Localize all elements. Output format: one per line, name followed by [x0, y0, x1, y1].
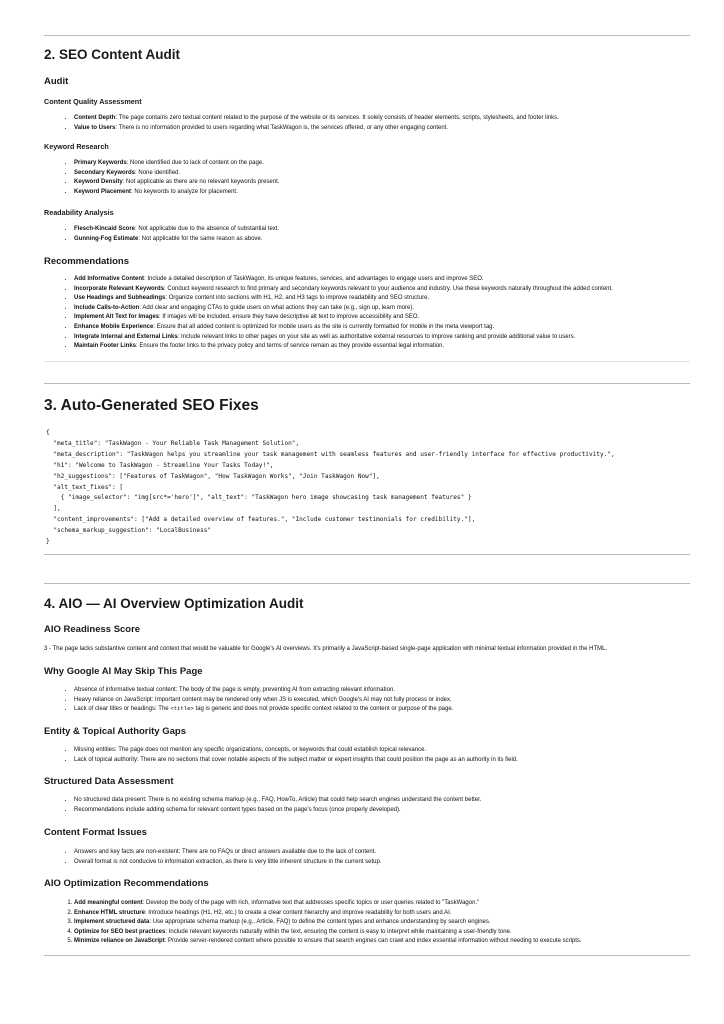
aio-recs-list — [44, 899, 722, 947]
section-title-seo-fixes: 3. Auto-Generated SEO Fixes — [44, 397, 259, 414]
list-item-label: Implement Alt Text for Images — [74, 314, 160, 321]
list-item — [74, 696, 722, 706]
aio-section — [44, 595, 692, 612]
list-item-text: : Organize content into sections with H1, H2, and H3 tags to improve readability and SEO structure. — [165, 295, 430, 302]
code-line: ], — [46, 505, 61, 513]
list-item-label: Content Depth — [74, 115, 116, 121]
list-item-text: : Not applicable for the same reason as above. — [138, 235, 263, 242]
seo-fixes-section — [44, 396, 692, 416]
list-item-text: : Not applicable as there are no relevant keywords present. — [122, 179, 280, 186]
list-item — [74, 313, 722, 323]
keyword-research-block — [44, 142, 692, 151]
list-item-text: : Include a detailed description of TaskWagon, its unique features, services, and advantages to engage users and improve SEO. — [144, 276, 484, 282]
readability-list — [44, 225, 722, 244]
list-item-text: Overall format is not conducive to information extraction, as there is very little inherent structure in the current setup. — [74, 858, 382, 865]
list-item — [74, 756, 722, 766]
list-item-label: Gunning-Fog Estimate — [74, 235, 139, 242]
code-line: "meta_title": "TaskWagon - Your Reliable Task Management Solution", — [46, 439, 300, 447]
list-item-label: Keyword Placement — [74, 188, 132, 195]
list-item-text: : None identified. — [135, 169, 181, 176]
list-item-text: : Not applicable due to the absence of substantial text. — [135, 226, 280, 232]
list-item — [74, 124, 722, 134]
list-item-text: : Introduce headings (H1, H2, etc.) to create a clear content hierarchy and improve readability for both users and AI. — [144, 909, 452, 916]
audit-heading: Audit — [44, 76, 69, 87]
keyword-research-list — [44, 159, 722, 197]
list-item-label: Incorporate Relevant Keywords — [74, 285, 165, 292]
aio-format-block — [44, 827, 692, 838]
code-line: { — [46, 429, 50, 436]
list-item-label: Add meaningful content — [74, 900, 143, 906]
code-line: "meta_description": "TaskWagon helps you streamline your task management with seamless features and user-friendly interface for effective productivity.", — [46, 450, 615, 458]
list-item-label: Minimize reliance on JavaScript — [74, 938, 165, 945]
list-item — [74, 848, 722, 858]
aio-format-list — [44, 848, 722, 867]
list-item-text: : Include relevant keywords naturally within the text, ensuring the content is easy to interpret while maintaining a user-friendly tone. — [165, 928, 512, 935]
aio-skip-block — [44, 666, 692, 677]
list-item-text: : If images will be included, ensure they have descriptive alt text to improve accessibility and SEO. — [159, 314, 420, 321]
list-item-text: : None identified due to lack of content on the page. — [126, 160, 264, 166]
list-item — [74, 858, 722, 868]
aio-entity-list — [44, 746, 722, 765]
list-item-label: Enhance HTML structure — [74, 909, 145, 916]
recommendations-heading: Recommendations — [44, 256, 129, 267]
list-item-text: Lack of topical authority: There are no sections that cover notable aspects of the subject matter or expert insights that could position the page as an authority in its field. — [74, 756, 518, 763]
list-item-text: Recommendations include adding schema for relevant content types based on the page's focus (once properly developed). — [74, 806, 401, 813]
list-item — [74, 333, 722, 343]
list-item-label: Value to Users — [74, 124, 116, 131]
aio-readiness-text: 3 - The page lacks substantive content and context that would be valuable for Google's AI overviews. It's primarily a JavaScript-based single-page application with minimal textual information provided in the HTML. — [44, 646, 608, 652]
aio-structured-block — [44, 776, 692, 787]
list-item — [74, 686, 722, 696]
list-item-text: : There is no information provided to users regarding what TaskWagon is, the services offered, or any other engaging content. — [115, 124, 448, 131]
list-item-label: Add Informative Content — [74, 276, 144, 282]
list-item-label: Keyword Density — [74, 179, 123, 186]
aio-format-heading: Content Format Issues — [44, 827, 147, 838]
list-item — [74, 909, 722, 919]
inline-code: <title> — [170, 706, 194, 713]
aio-skip-heading: Why Google AI May Skip This Page — [44, 666, 203, 677]
divider — [44, 383, 690, 384]
code-line: "h1": "Welcome to TaskWagon - Streamline Your Tasks Today!", — [46, 461, 274, 469]
list-item — [74, 796, 722, 806]
aio-recs-heading: AIO Optimization Recommendations — [44, 878, 209, 889]
list-item-text: : Ensure that all added content is optimized for mobile users as the site is currently formatted for mobile in the meta viewport tag. — [153, 323, 495, 330]
list-item — [74, 304, 722, 314]
list-item-label: Primary Keywords — [74, 160, 127, 166]
section-title-aio: 4. AIO — AI Overview Optimization Audit — [44, 596, 304, 611]
list-item-text: Missing entities: The page does not mention any specific organizations, concepts, or keywords that could establish topical relevance. — [74, 747, 427, 753]
list-item-label: Secondary Keywords — [74, 169, 136, 176]
aio-readiness-block — [44, 624, 692, 654]
list-item — [74, 928, 722, 938]
list-item — [74, 169, 722, 179]
list-item — [74, 342, 722, 352]
list-item-text: : Ensure the footer links to the privacy policy and terms of service remain as they provide essential legal information. — [136, 343, 445, 350]
section-title-seo-audit: 2. SEO Content Audit — [44, 47, 180, 62]
list-item — [74, 285, 722, 295]
recommendations-list — [44, 275, 722, 352]
aio-structured-heading: Structured Data Assessment — [44, 776, 174, 787]
list-item — [74, 705, 722, 715]
list-item-label: Include Calls-to-Action — [74, 304, 140, 311]
keyword-research-heading: Keyword Research — [44, 142, 109, 151]
aio-skip-list — [44, 686, 722, 715]
list-item-text: : No keywords to analyze for placement. — [131, 188, 238, 195]
aio-entity-heading: Entity & Topical Authority Gaps — [44, 726, 186, 737]
list-item-text: : Include relevant links to other pages on your site as well as authoritative external resources to improve ranking and provide additional value to users. — [177, 333, 576, 340]
list-item — [74, 937, 722, 947]
list-item-label: Maintain Footer Links — [74, 343, 137, 350]
recommendations-block — [44, 256, 692, 267]
code-line: { "image_selector": "img[src*='hero']", "alt_text": "TaskWagon hero image showcasing task management features" } — [46, 494, 472, 502]
readability-heading: Readability Analysis — [44, 208, 114, 217]
seo-audit-section — [44, 46, 692, 63]
list-item-label: Optimize for SEO best practices — [74, 928, 166, 935]
list-item-text: Absence of informative textual content: The body of the page is empty, preventing AI from extracting relevant information. — [74, 687, 395, 693]
list-item — [74, 225, 722, 235]
list-item — [74, 323, 722, 333]
list-item-text: Lack of clear titles or headings: The — [74, 706, 171, 713]
list-item — [74, 188, 722, 198]
list-item-text: Heavy reliance on JavaScript: Important content may be rendered only when JS is executed, which Google's AI may not fully process or index. — [74, 696, 452, 703]
list-item — [74, 899, 722, 909]
list-item — [74, 918, 722, 928]
list-item-label: Enhance Mobile Experience — [74, 323, 154, 330]
list-item-text: : Use appropriate schema markup (e.g., Article, FAQ) to define the content types and enhance understanding by search engines. — [149, 919, 491, 926]
list-item-label: Integrate Internal and External Links — [74, 333, 178, 340]
divider — [44, 361, 690, 362]
list-item-label: Implement structured data — [74, 919, 150, 926]
list-item — [74, 178, 722, 188]
list-item-text: : Develop the body of the page with rich, informative text that addresses specific topics or user queries related to "TaskWagon." — [142, 900, 480, 906]
list-item — [74, 235, 722, 245]
readability-block — [44, 208, 692, 217]
divider — [44, 35, 690, 36]
list-item-text: No structured data present: There is no existing schema markup (e.g., FAQ, HowTo, Article) that could help search engines understand the content better. — [74, 797, 482, 803]
content-quality-list — [44, 114, 722, 133]
list-item-label: Use Headings and Subheadings — [74, 295, 166, 302]
aio-entity-block — [44, 726, 692, 737]
aio-structured-list — [44, 796, 722, 815]
list-item — [74, 746, 722, 756]
list-item-label: Flesch-Kincaid Score — [74, 226, 136, 232]
code-line: "alt_text_fixes": [ — [46, 483, 124, 491]
aio-recs-block — [44, 878, 692, 889]
aio-readiness-heading: AIO Readiness Score — [44, 624, 141, 635]
code-line: "h2_suggestions": ["Features of TaskWagon", "How TaskWagon Works", "Join TaskWagon Now"], — [46, 472, 380, 480]
list-item-text: : Conduct keyword research to find primary and secondary keywords relevant to your audience and industry. Use these keywords naturally throughout the added content. — [164, 285, 613, 292]
list-item-text: : The page contains zero textual content related to the purpose of the website or its services. It solely consists of header elements, scripts, stylesheets, and footer links. — [115, 115, 559, 121]
divider — [44, 554, 690, 555]
list-item-text: : Add clear and engaging CTAs to guide users on what actions they can take (e.g., sign up, learn more). — [139, 304, 415, 311]
list-item — [74, 159, 722, 169]
list-item — [74, 294, 722, 304]
content-quality-block — [44, 97, 692, 106]
list-item — [74, 275, 722, 285]
list-item — [74, 806, 722, 816]
code-line: "content_improvements": ["Add a detailed overview of features.", "Include customer testimonials for credibility."], — [46, 516, 476, 524]
list-item-text: tag is generic and does not provide specific context related to the content or purpose of the page. — [193, 706, 454, 713]
content-quality-heading: Content Quality Assessment — [44, 97, 142, 106]
code-line: } — [46, 538, 50, 546]
list-item-text: Answers and key facts are non-existent: There are no FAQs or direct answers available due to the lack of content. — [74, 849, 377, 855]
audit-block — [44, 76, 692, 87]
seo-fixes-code-block — [46, 428, 694, 548]
list-item — [74, 114, 722, 124]
code-line: "schema_markup_suggestion": "LocalBusiness" — [46, 527, 212, 535]
divider — [44, 583, 690, 584]
divider — [44, 955, 690, 956]
list-item-text: : Provide server-rendered content where possible to ensure that search engines can crawl and index essential information without needing to execute scripts. — [164, 938, 582, 945]
